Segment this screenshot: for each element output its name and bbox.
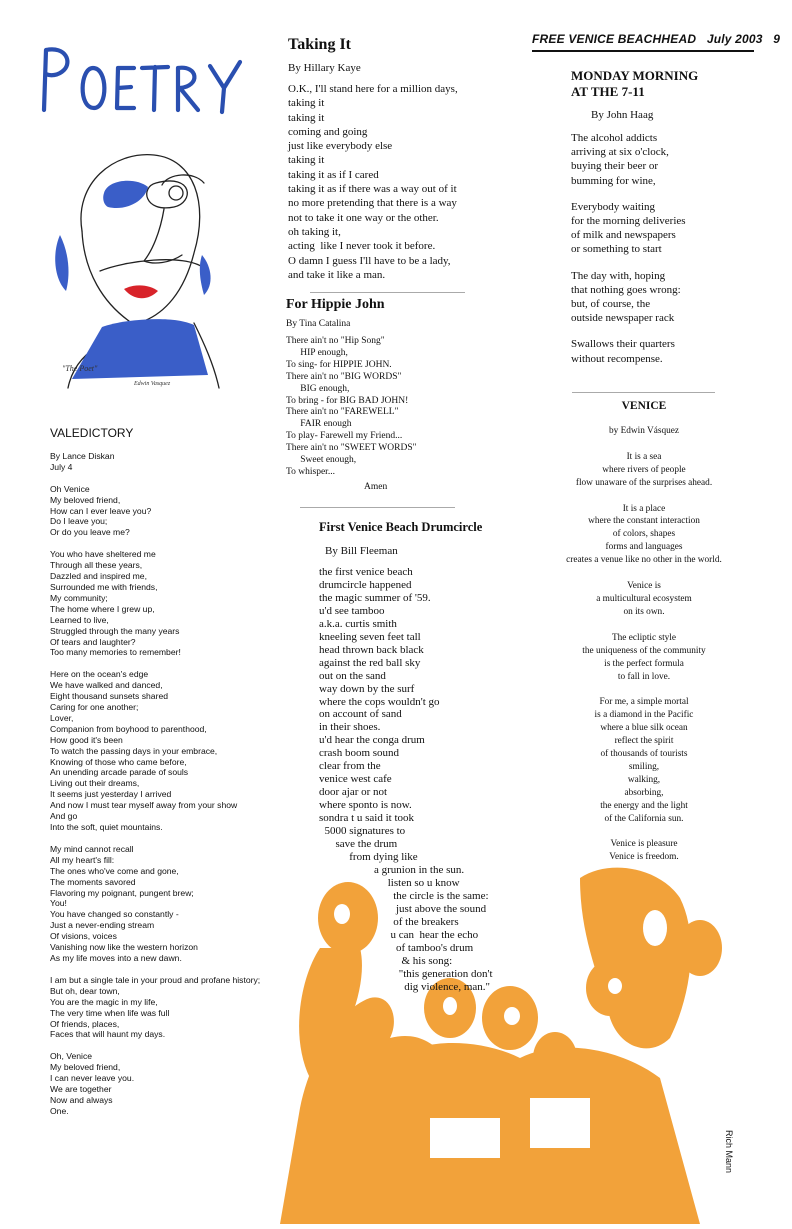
poem-author: By Tina Catalina <box>286 319 351 329</box>
illustration-caption: "The Poet" <box>62 364 98 373</box>
illustration-signature: Edwin Vasquez <box>134 381 171 387</box>
poem-author: by Edwin Vásquez <box>608 425 680 436</box>
poem-title: VENICE <box>621 400 667 412</box>
poem-stanza: It is a sea where rivers of people flow unaware of the surprises ahead. <box>575 451 713 488</box>
monday-morning-poem <box>571 68 761 366</box>
poem-stanza: Here on the ocean's edge We have walked and danced, Eight thousand sunsets shared Caring for one another; Lover, Companion from boyhood to parenthood, How good it's been To watch the passing days in your embrace, Knowing of those who came before, An unending arcade parade of souls Living out their dreams, It seems just yesterday I arrived And now I must tear myself away from your show And go Into the soft, quiet mountains. <box>50 669 238 832</box>
hippie-john-poem <box>286 297 496 492</box>
poem-author: By Lance Diskan <box>50 450 115 461</box>
poem-stanza: Swallows their quarters without recompense. <box>571 338 675 365</box>
poem-closing: Amen <box>364 481 388 492</box>
masthead-rule <box>532 50 754 52</box>
poem-title: Taking It <box>288 36 351 53</box>
drumcircle-poem <box>319 520 559 557</box>
poem-stanza: Oh Venice My beloved friend, How can I ever leave you? Do I leave you; Or do you leave me? <box>50 483 152 538</box>
poet-illustration <box>44 143 234 393</box>
poem-stanza: I am but a single tale in your proud and profane history; But oh, dear town, You are the magic in my life, The very time when life was full Of friends, places, Faces that will haunt my days. <box>50 974 261 1040</box>
poem-stanza: Venice is a multicultural ecosystem on its own. <box>596 581 692 617</box>
poem-stanza: The alcohol addicts arriving at six o'clock, buying their beer or bumming for wine, <box>571 132 669 187</box>
poem-stanza: Venice is pleasure Venice is freedom. <box>609 839 679 863</box>
divider <box>310 292 465 293</box>
poem-title: MONDAY MORNING AT THE 7-11 <box>571 68 699 99</box>
poem-date: July 4 <box>50 461 73 472</box>
poem-body: the first venice beach drumcircle happened the magic summer of '59. u'd see tamboo a.k.a. curtis smith kneeling seven feet tall head thrown back black against the red ball sky out on the sand way down by the surf where the cops wouldn't go on account of sand in their shoes. u'd hear the conga drum crash boom sound clear from the venice west cafe door ajar or not where sponto is now. sondra t u said it took 5000 signatures to save the drum from dying like a grunion in the sun. listen so u know the circle is the same: just above the sound of the breakers u can hear the echo of tamboo's drum & his song: "this generation don't dig violence, man." <box>319 566 493 993</box>
poem-title: First Venice Beach Drumcircle <box>319 520 483 534</box>
divider <box>300 507 455 508</box>
poem-author: By Hillary Kaye <box>288 62 361 74</box>
poem-stanza: My mind cannot recall All my heart's fill: The ones who've come and gone, The moments savored Flavoring my poignant, pungent brew; You! You have changed so constantly - Just a never-ending stream Of visions, voices Vanishing now like the western horizon As my life moves into a new dawn. <box>50 843 198 963</box>
poem-title: VALEDICTORY <box>50 426 134 440</box>
masthead: FREE VENICE BEACHHEAD July 2003 9 <box>532 32 781 46</box>
poem-stanza: You who have sheltered me Through all these years, Dazzled and inspired me, Surrounded me with friends, My community; The home where I grew up, Learned to live, Struggled through the many years Of tears and laughter? Too many memories to remember! <box>50 549 181 658</box>
poem-title: For Hippie John <box>286 297 385 312</box>
section-title <box>38 38 248 116</box>
taking-it-poem <box>288 36 528 282</box>
poem-stanza: The day with, hoping that nothing goes wrong: but, of course, the outside newspaper rack <box>571 269 681 325</box>
poem-stanza: Oh, Venice My beloved friend, I can never leave you. We are together Now and always One. <box>50 1051 135 1116</box>
poem-body: O.K., I'll stand here for a million days, taking it taking it coming and going just like everybody else taking it taking it as if I cared taking it as if there was a way out of it no more pretending that there is a way not to take it one way or the other. oh taking it, acting like I never took it before. O damn I guess I'll have to be a lady, and take it like a man. <box>288 83 458 281</box>
poem-body: There ain't no "Hip Song" HIP enough, To sing- for HIPPIE JOHN. There ain't no "BIG WORDS" BIG enough, To bring - for BIG BAD JOHN! There ain't no "FAREWELL" FAIR enough To play- Farewell my Friend... There ain't no "SWEET WORDS" Sweet enough, To whisper... <box>286 336 417 477</box>
poetry-title-art <box>38 38 248 116</box>
poem-stanza: It is a place where the constant interaction of colors, shapes forms and languages creates a venue like no other in the world. <box>566 503 722 566</box>
venice-poem <box>540 400 748 864</box>
photo-credit: Rich Mann <box>724 1130 734 1174</box>
poem-stanza: For me, a simple mortal is a diamond in the Pacific where a blue silk ocean reflect the spirit of thousands of tourists smiling, walking, absorbing, the energy and the light of the California sun. <box>594 697 694 824</box>
poem-stanza: The ecliptic style the uniqueness of the community is the perfect formula to fall in love. <box>582 632 706 682</box>
poem-author: By Bill Fleeman <box>325 545 398 557</box>
poem-stanza: Everybody waiting for the morning deliveries of milk and newspapers or something to start <box>571 200 686 256</box>
valedictory-poem <box>50 428 280 1117</box>
poem-author: By John Haag <box>591 109 654 121</box>
divider <box>572 392 715 393</box>
